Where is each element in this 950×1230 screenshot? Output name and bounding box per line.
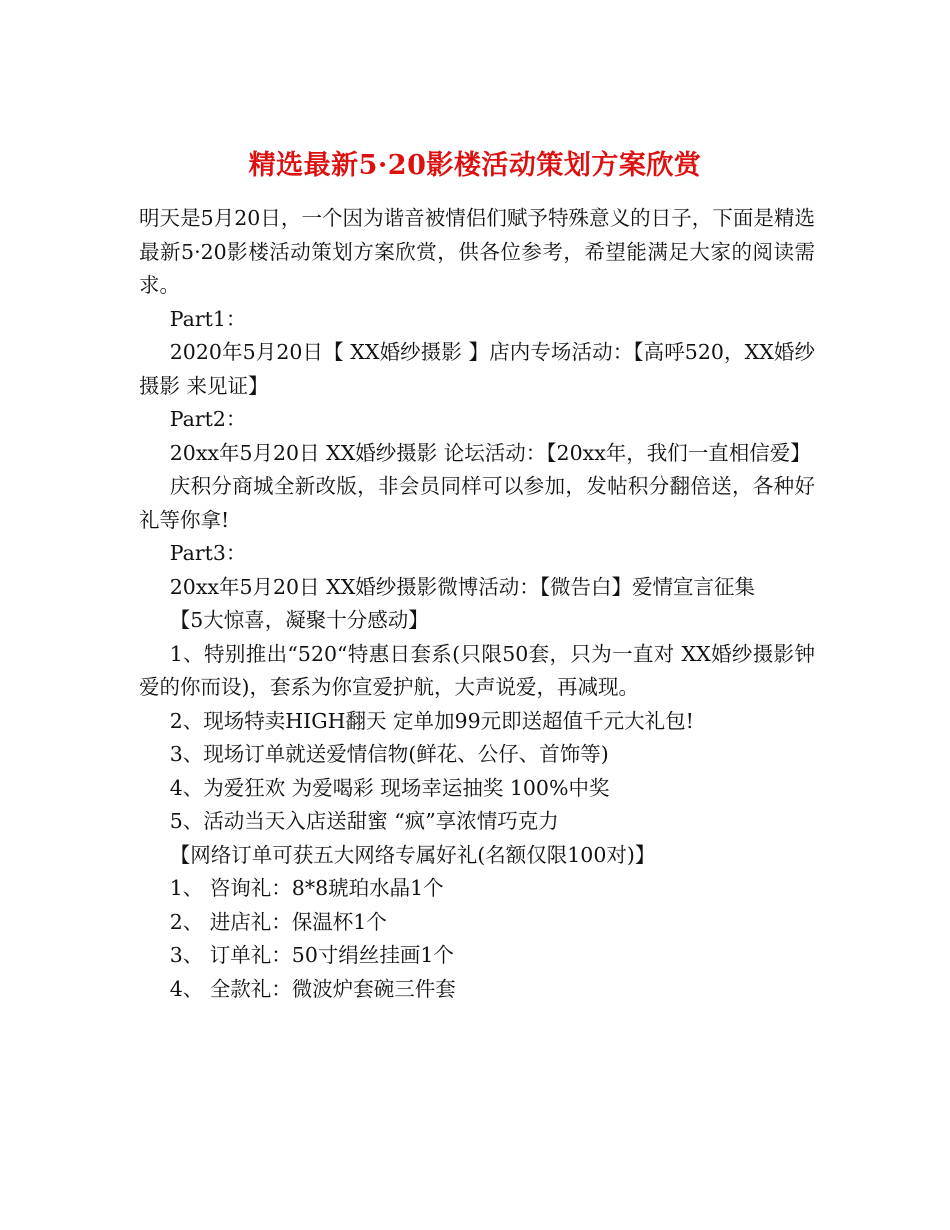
part1-text: 2020年5月20日【 XX婚纱摄影 】店内专场活动：【高呼520，XX婚纱摄影 来见证】: [139, 340, 815, 398]
part2-detail: 庆积分商城全新改版，非会员同样可以参加，发帖积分翻倍送，各种好礼等你拿!: [139, 474, 815, 532]
surprise-item-5: 5、活动当天入店送甜蜜 “疯”享浓情巧克力: [169, 809, 559, 833]
gift-heading: 【网络订单可获五大网络专属好礼(名额仅限100对)】: [169, 842, 656, 867]
surprise-item-1: 1、特别推出“520“特惠日套系(只限50套，只为一直对 XX婚纱摄影钟爱的你而设)，套系为你宣爱护航，大声说爱，再减现。: [139, 641, 815, 699]
part2-text: 20xx年5月20日 XX婚纱摄影 论坛活动：【20xx年，我们一直相信爱】: [169, 440, 811, 465]
gift-item-4: 4、 全款礼：微波炉套碗三件套: [169, 976, 456, 1001]
document-body: [139, 202, 815, 1006]
gift-item-3: 3、 订单礼：50寸绢丝挂画1个: [169, 943, 454, 967]
surprise-item-3: 3、现场订单就送爱情信物(鲜花、公仔、首饰等): [169, 742, 609, 766]
part3-text: 20xx年5月20日 XX婚纱摄影微博活动：【微告白】爱情宣言征集: [169, 574, 756, 599]
part2-label: Part2：: [169, 407, 247, 431]
gift-item-1: 1、 咨询礼：8*8琥珀水晶1个: [169, 876, 444, 900]
gift-item-2: 2、 进店礼：保温杯1个: [169, 909, 387, 934]
part1-label: Part1：: [169, 306, 247, 331]
intro-paragraph: 明天是5月20日，一个因为谐音被情侣们赋予特殊意义的日子，下面是精选最新5·20影楼活动策划方案欣赏，供各位参考，希望能满足大家的阅读需求。: [139, 206, 815, 297]
surprise-item-4: 4、为爱狂欢 为爱喝彩 现场幸运抽奖 100%中奖: [169, 775, 610, 800]
surprise-heading: 【5大惊喜，凝聚十分感动】: [169, 608, 429, 632]
part3-label: Part3：: [169, 541, 247, 565]
document-title: 精选最新5·20影楼活动策划方案欣赏: [248, 150, 702, 182]
surprise-item-2: 2、现场特卖HIGH翻天 定单加99元即送超值千元大礼包!: [169, 708, 694, 733]
